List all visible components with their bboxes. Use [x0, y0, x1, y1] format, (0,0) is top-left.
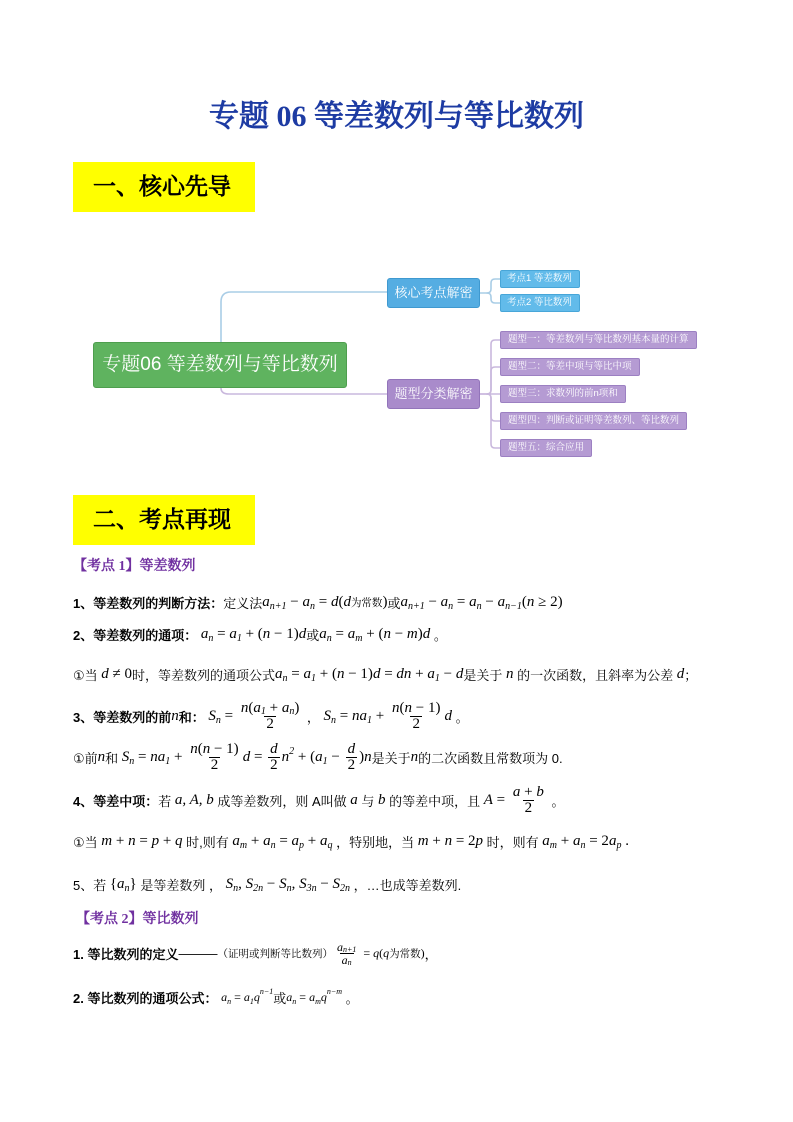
text: 或	[387, 595, 401, 611]
math-symbol: − 1)	[210, 740, 239, 757]
text: 和	[105, 750, 122, 766]
math-symbol: +	[247, 832, 264, 849]
small-text: 为常数	[389, 947, 421, 960]
math-variable: m	[101, 832, 113, 849]
text: 。	[451, 709, 469, 725]
connector-types-to-leaf-2	[487, 367, 500, 394]
numerator	[390, 701, 442, 716]
text: ①当	[73, 667, 102, 683]
math-symbol: (	[521, 593, 527, 610]
subscript: 2n	[253, 882, 264, 894]
math-symbol: =	[220, 707, 237, 724]
math-variable: d	[343, 593, 351, 610]
math-symbol: (	[338, 593, 344, 610]
math-symbol: +	[112, 832, 129, 849]
subscript: 2n	[340, 882, 351, 894]
subscript: m	[549, 839, 557, 851]
text: 。	[342, 990, 359, 1006]
math-variable: S	[332, 875, 341, 892]
math-variable: S	[225, 875, 234, 892]
kp2-line-1	[73, 933, 438, 973]
math-variable: a	[286, 989, 293, 1004]
kp2-line-2	[73, 977, 359, 1017]
kp1-line-4	[73, 696, 469, 736]
math-variable: d	[455, 665, 464, 682]
math-symbol: − 1)	[344, 665, 373, 682]
math-symbol: =	[250, 748, 267, 765]
math-variable: q	[373, 945, 380, 960]
math-variable: n	[383, 625, 391, 642]
text: 或	[306, 627, 320, 643]
math-symbol: − 1)	[270, 625, 299, 642]
text: 5、若	[73, 877, 110, 893]
mindmap-center-node: 专题06 等差数列与等比数列	[93, 342, 347, 388]
fraction	[239, 701, 301, 732]
subscript: n+1	[342, 944, 357, 954]
text: ，特别地，当	[332, 834, 418, 850]
math-variable: d	[298, 625, 307, 642]
math-variable: na	[150, 748, 166, 765]
math-symbol: =	[331, 625, 348, 642]
mindmap-leaf-point-2: 考点2 等比数列	[500, 294, 580, 312]
bold-text: 1. 等比数列的定义	[73, 946, 179, 962]
text: ，…也成等差数列.	[350, 877, 462, 893]
small-text: 为常数	[350, 596, 383, 609]
math-variable: a	[117, 875, 125, 892]
math-symbol: 2	[266, 715, 274, 732]
fraction	[335, 941, 358, 966]
mindmap-leaf-type-1: 题型一：等差数列与等比数列基本量的计算	[500, 331, 697, 349]
math-variable: p	[151, 832, 160, 849]
text: 的等差中项，且	[385, 793, 484, 809]
math-variable: n	[505, 665, 514, 682]
math-variable: a	[608, 832, 617, 849]
text: 成等差数列，则 A叫做	[213, 793, 351, 809]
math-variable: n	[336, 665, 345, 682]
subscript: 1	[311, 672, 316, 684]
math-symbol: −	[286, 593, 303, 610]
math-symbol: }	[129, 875, 137, 892]
text: 是关于	[371, 750, 411, 766]
bold-text: 2. 等比数列的通项公式：	[73, 990, 218, 1006]
subscript: n	[580, 839, 586, 851]
text: 或	[273, 990, 287, 1006]
math-variable: na	[352, 707, 368, 724]
math-symbol: (	[197, 740, 203, 757]
math-symbol: ,	[291, 875, 300, 892]
math-symbol: {	[109, 875, 118, 892]
text: 若	[158, 793, 175, 809]
subscript: n	[282, 672, 288, 684]
math-symbol: = 2	[452, 832, 476, 849]
mindmap-leaf-point-1: 考点1 等差数列	[500, 270, 580, 288]
math-variable: n	[364, 748, 372, 765]
math-symbol: )	[420, 945, 425, 960]
numerator	[188, 742, 240, 757]
math-variable: n	[240, 699, 249, 716]
math-symbol: = 2	[585, 832, 609, 849]
math-variable: d	[444, 707, 452, 724]
math-symbol: +	[411, 665, 428, 682]
text: ———	[178, 945, 218, 961]
math-variable: n	[526, 593, 535, 610]
math-symbol: +	[265, 699, 282, 716]
math-variable: S	[299, 875, 307, 892]
math-variable: a	[336, 939, 343, 954]
math-variable: a	[315, 748, 323, 765]
math-symbol: +	[557, 832, 573, 849]
math-symbol: + (	[241, 625, 263, 642]
subscript: n	[347, 957, 352, 967]
math-variable: S	[279, 875, 287, 892]
subscript: n	[208, 632, 214, 644]
page-title: 专题 06 等差数列与等比数列	[209, 100, 584, 133]
math-symbol: =	[453, 593, 470, 610]
text: ①当	[73, 834, 102, 850]
subscript: n	[326, 632, 332, 644]
mindmap-branch-core-points: 核心考点解密	[387, 278, 480, 308]
math-variable: n	[128, 832, 136, 849]
math-symbol: − 1)	[411, 699, 441, 716]
mindmap-leaf-type-5: 题型五：综合应用	[500, 439, 592, 457]
subscript: n	[448, 600, 454, 612]
subscript: n	[233, 882, 239, 894]
bold-text: 3、等差数列的前	[73, 709, 172, 725]
text: 的二次函数且常数项为 0.	[418, 750, 563, 766]
math-variable: a	[497, 593, 506, 610]
text: 是关于	[463, 667, 506, 683]
math-variable: n	[281, 748, 290, 765]
kp1-heading: 【考点 1】等差数列	[73, 559, 196, 574]
math-variable: a	[427, 665, 435, 682]
subscript: n	[331, 714, 337, 726]
math-variable: a	[232, 832, 240, 849]
math-symbol: )	[294, 699, 300, 716]
subscript: 3n	[306, 882, 317, 894]
math-variable: a	[347, 625, 356, 642]
math-variable: d	[422, 625, 431, 642]
fraction	[511, 785, 546, 816]
text: 时，等差数列的通项公式	[132, 667, 276, 683]
math-symbol: 2	[210, 756, 219, 773]
math-variable: b	[536, 783, 544, 800]
subscript: 1	[249, 996, 254, 1006]
math-variable: d	[270, 740, 278, 757]
math-variable: a	[309, 989, 316, 1004]
kp1-line-3	[73, 654, 697, 694]
text: 。	[430, 627, 447, 643]
math-variable: a	[341, 952, 348, 967]
bold-text: 2、等差数列的通项：	[73, 627, 198, 643]
subscript: n−1	[505, 600, 522, 612]
fraction	[390, 701, 442, 732]
math-variable: a	[263, 832, 271, 849]
math-variable: a	[302, 593, 310, 610]
math-symbol: =	[314, 593, 331, 610]
subscript: 1	[322, 755, 328, 767]
subscript: m	[315, 996, 321, 1006]
fraction	[346, 742, 358, 773]
math-symbol: =	[134, 748, 151, 765]
math-variable: a	[281, 699, 290, 716]
math-symbol: +	[520, 783, 537, 800]
math-symbol: 2	[347, 756, 356, 773]
bold-text: 4、等差中项：	[73, 793, 159, 809]
bold-text: 和：	[178, 709, 205, 725]
math-symbol: )	[382, 593, 388, 610]
text: ①前	[73, 750, 98, 766]
section-heading-core: 一、核心先导	[73, 162, 255, 212]
math-variable: a	[319, 625, 327, 642]
math-variable: a	[262, 593, 270, 610]
subscript: n	[292, 996, 297, 1006]
math-variable: a	[512, 783, 521, 800]
math-variable: q	[253, 989, 260, 1004]
connector-core-to-leaf-1	[480, 279, 500, 293]
text: ，	[424, 946, 438, 962]
subscript: 1	[434, 672, 440, 684]
math-symbol: 2	[412, 715, 420, 732]
math-variable: n	[202, 740, 211, 757]
math-symbol: + (	[362, 625, 384, 642]
mindmap-branch-question-types: 题型分类解密	[387, 379, 480, 409]
mindmap-leaf-type-3: 题型三：求数列的前n项和	[500, 385, 626, 403]
math-symbol: (	[399, 699, 405, 716]
kp1-line-5	[73, 737, 563, 777]
section-heading-review: 二、考点再现	[73, 495, 255, 545]
math-symbol: + (	[294, 748, 316, 765]
connector-types-to-leaf-5	[487, 394, 500, 448]
math-variable: A	[483, 791, 493, 808]
subscript: 1	[165, 755, 171, 767]
denominator	[346, 757, 358, 773]
math-symbol: −	[390, 625, 407, 642]
math-variable: a	[229, 625, 237, 642]
connector-center-to-core	[221, 292, 387, 342]
subscript: n	[227, 996, 232, 1006]
subscript: n	[129, 755, 135, 767]
numerator	[268, 742, 280, 757]
text: 。	[547, 793, 565, 809]
math-variable: a	[320, 832, 328, 849]
math-symbol: +	[372, 707, 388, 724]
math-variable: d	[101, 665, 109, 682]
subscript: n+1	[269, 600, 287, 612]
math-symbol: +	[304, 832, 321, 849]
math-symbol: =	[231, 989, 244, 1004]
fraction	[188, 742, 240, 773]
math-variable: b	[378, 791, 386, 808]
math-variable: n	[171, 707, 179, 724]
math-symbol: + (	[316, 665, 337, 682]
text: 与	[357, 793, 379, 809]
kp1-line-7	[73, 821, 629, 861]
math-variable: dn	[396, 665, 412, 682]
math-variable: a	[303, 665, 311, 682]
math-variable: n	[444, 832, 453, 849]
math-variable: S	[323, 707, 332, 724]
math-symbol: +	[428, 832, 445, 849]
math-variable: a	[350, 791, 358, 808]
text: ，	[303, 709, 324, 725]
math-variable: a	[440, 593, 449, 610]
math-variable: a	[400, 593, 408, 610]
math-symbol: ≠ 0	[108, 665, 133, 682]
math-symbol: −	[424, 593, 441, 610]
math-variable: q	[175, 832, 183, 849]
math-symbol: =	[492, 791, 509, 808]
math-symbol: =	[336, 707, 353, 724]
numerator	[511, 785, 546, 800]
subscript: 1	[236, 632, 242, 644]
numerator	[346, 742, 358, 757]
math-symbol: −	[327, 748, 344, 765]
math-variable: a	[243, 989, 250, 1004]
math-symbol: ≥ 2)	[534, 593, 563, 610]
subscript: n	[270, 839, 276, 851]
superscript: 2	[289, 745, 295, 757]
math-symbol: .	[621, 832, 629, 849]
math-variable: a, A, b	[174, 791, 214, 808]
kp1-line-8	[73, 864, 461, 904]
math-symbol: )	[359, 748, 365, 765]
math-variable: S	[208, 707, 216, 724]
denominator	[209, 757, 221, 773]
numerator	[239, 701, 301, 716]
math-variable: n	[410, 748, 419, 765]
small-text: （证明或判断等比数列）	[217, 947, 333, 960]
math-symbol: 2	[524, 799, 533, 816]
subscript: 1	[260, 705, 266, 717]
superscript: n−m	[326, 986, 343, 996]
math-variable: q	[320, 989, 327, 1004]
text: ；	[684, 667, 698, 683]
connector-types-to-leaf-1	[480, 340, 500, 394]
math-symbol: =	[380, 665, 397, 682]
math-symbol: −	[316, 875, 333, 892]
subscript: 1	[367, 714, 373, 726]
math-symbol: −	[439, 665, 456, 682]
math-symbol: =	[287, 665, 304, 682]
math-variable: n	[97, 748, 106, 765]
math-variable: a	[253, 699, 261, 716]
math-variable: S	[245, 875, 254, 892]
kp1-line-2	[73, 614, 447, 654]
kp2-heading: 【考点 2】等比数列	[76, 912, 199, 927]
subscript: n	[124, 882, 130, 894]
subscript: n	[476, 600, 482, 612]
math-symbol: =	[360, 945, 374, 960]
connector-types-to-leaf-4	[487, 394, 500, 421]
math-variable: a	[291, 832, 300, 849]
math-variable: a	[200, 625, 209, 642]
subscript: n	[289, 705, 295, 717]
subscript: q	[327, 839, 333, 851]
math-variable: n	[404, 699, 412, 716]
math-symbol: 2	[270, 756, 278, 773]
denominator	[264, 716, 276, 732]
math-variable: S	[121, 748, 130, 765]
connector-core-to-leaf-2	[487, 293, 500, 303]
math-variable: a	[469, 593, 477, 610]
math-symbol: =	[275, 832, 292, 849]
denominator	[410, 716, 422, 732]
subscript: p	[616, 839, 622, 851]
subscript: n	[286, 882, 292, 894]
math-variable: a	[275, 665, 283, 682]
math-variable: d	[676, 665, 685, 682]
math-symbol: )	[417, 625, 423, 642]
math-variable: n	[190, 740, 198, 757]
numerator	[335, 941, 358, 953]
subscript: m	[355, 632, 363, 644]
math-variable: m	[406, 625, 418, 642]
math-variable: n	[262, 625, 271, 642]
math-variable: a	[221, 989, 228, 1004]
math-symbol: ,	[238, 875, 246, 892]
fraction	[268, 742, 280, 773]
kp1-line-6	[73, 780, 564, 820]
mindmap-leaf-type-2: 题型二：等差中项与等比中项	[500, 358, 640, 376]
math-symbol: =	[296, 989, 310, 1004]
text: 的一次函数，且斜率为公差	[513, 667, 677, 683]
math-symbol: +	[170, 748, 187, 765]
bold-text: 1、等差数列的判断方法：	[73, 595, 224, 611]
math-variable: m	[417, 832, 429, 849]
math-symbol: (	[248, 699, 254, 716]
math-variable: d	[242, 748, 251, 765]
math-variable: p	[475, 832, 484, 849]
subscript: n	[309, 600, 315, 612]
math-symbol: −	[263, 875, 280, 892]
text: 时,则有	[182, 834, 233, 850]
math-variable: d	[372, 665, 381, 682]
connector-center-to-types	[221, 388, 387, 394]
denominator	[523, 800, 535, 816]
math-variable: d	[347, 740, 356, 757]
math-variable: d	[330, 593, 339, 610]
math-symbol: −	[481, 593, 498, 610]
subscript: n+1	[407, 600, 425, 612]
subscript: p	[299, 839, 305, 851]
math-variable: a	[572, 832, 581, 849]
math-symbol: =	[213, 625, 230, 642]
math-symbol: =	[135, 832, 152, 849]
math-symbol: (	[379, 945, 384, 960]
text: 定义法	[223, 595, 263, 611]
math-variable: a	[542, 832, 550, 849]
subscript: m	[239, 839, 248, 851]
mindmap-leaf-type-4: 题型四：判断或证明等差数列、等比数列	[500, 412, 687, 430]
text: 是等差数列 ，	[136, 877, 226, 893]
math-symbol: +	[159, 832, 176, 849]
text: 时，则有	[483, 834, 543, 850]
math-variable: q	[383, 945, 390, 960]
subscript: n	[215, 714, 221, 726]
superscript: n−1	[259, 986, 274, 996]
denominator	[268, 757, 280, 773]
math-variable: n	[391, 699, 400, 716]
